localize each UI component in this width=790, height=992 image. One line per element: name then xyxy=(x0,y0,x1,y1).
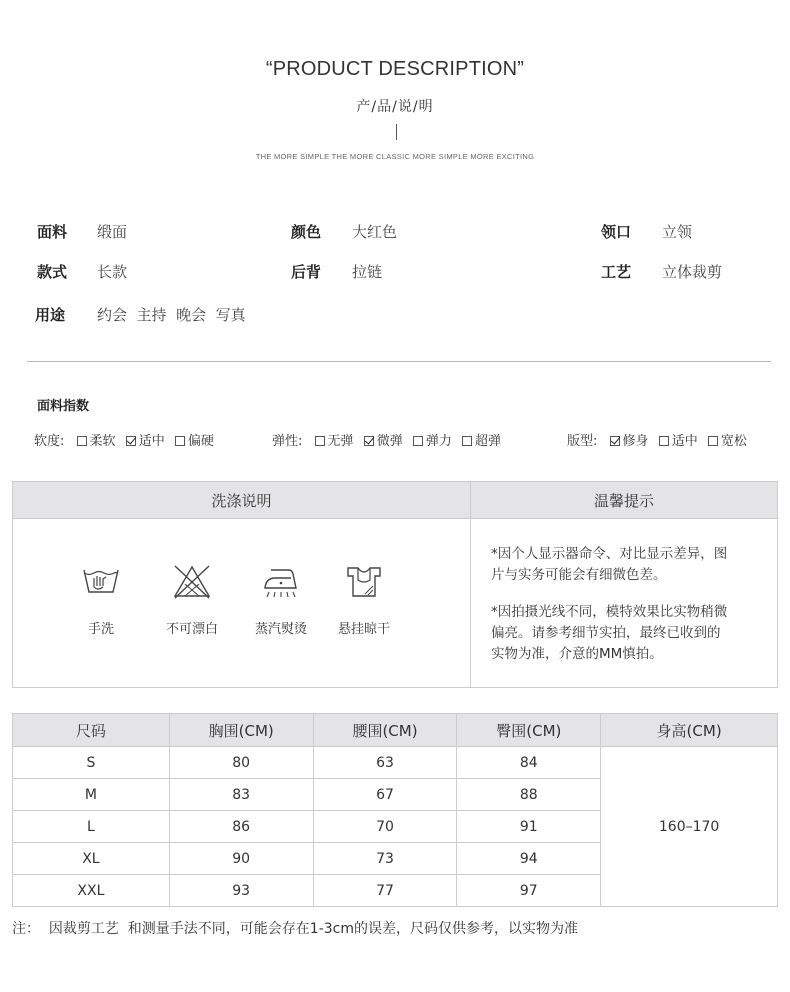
hang-dry-label: 悬挂晾干 xyxy=(337,622,390,637)
waist-cell: 67 xyxy=(313,779,457,811)
checkbox-icon xyxy=(315,436,325,446)
bust-cell: 90 xyxy=(169,843,313,875)
column-header: 尺码 xyxy=(13,714,170,747)
care-column-divider xyxy=(470,482,471,687)
tip-display-difference: *因个人显示器命令、对比显示差异，图 片与实务可能会有细微色差。 xyxy=(491,546,728,583)
usage-key: 用途 xyxy=(35,306,66,324)
wash-header: 洗涤说明 xyxy=(13,482,470,519)
waist-cell: 73 xyxy=(313,843,457,875)
usage-value: 约会 主持 晚会 写真 xyxy=(97,306,246,324)
back-value: 拉链 xyxy=(352,263,383,281)
tips-header: 温馨提示 xyxy=(471,482,777,519)
softness-option: 适中 xyxy=(126,434,165,449)
waist-cell: 77 xyxy=(313,875,457,907)
no-bleach-icon xyxy=(162,564,222,600)
softness-option: 柔软 xyxy=(77,434,116,449)
no-bleach-label: 不可漂白 xyxy=(165,622,218,637)
fabric-index-title: 面料指数 xyxy=(37,399,90,414)
fabric-key: 面料 xyxy=(37,223,68,241)
checked-checkbox-icon xyxy=(126,436,136,446)
column-header: 臀围(CM) xyxy=(457,714,601,747)
craft-key: 工艺 xyxy=(601,263,632,281)
tip-lighting-difference: *因拍摄光线不同，模特效果比实物稍微 偏亮。请参考细节实拍，最终已收到的 实物为准，介意的MM慎拍。 xyxy=(491,604,728,662)
elasticity-row xyxy=(272,430,507,449)
hip-cell: 94 xyxy=(457,843,601,875)
size-cell: M xyxy=(13,779,170,811)
checked-checkbox-icon xyxy=(364,436,374,446)
elasticity-option: 弹力 xyxy=(413,434,452,449)
tagline: THE MORE SIMPLE THE MORE CLASSIC MORE SIMPLE MORE EXCITING xyxy=(255,152,535,161)
color-key: 颜色 xyxy=(291,223,322,241)
hip-cell: 97 xyxy=(457,875,601,907)
fabric-value: 缎面 xyxy=(97,223,128,241)
checkbox-icon xyxy=(708,436,718,446)
size-table xyxy=(12,713,778,907)
fit-option: 宽松 xyxy=(708,434,747,449)
checkbox-icon xyxy=(659,436,669,446)
column-header: 腰围(CM) xyxy=(313,714,457,747)
style-value: 长款 xyxy=(97,263,128,281)
hand-wash-label: 手洗 xyxy=(87,622,114,637)
checkbox-icon xyxy=(413,436,423,446)
collar-value: 立领 xyxy=(662,223,693,241)
steam-iron-icon xyxy=(251,564,311,600)
size-cell: XL xyxy=(13,843,170,875)
hand-wash-icon xyxy=(71,564,131,596)
softness-row xyxy=(34,430,220,449)
size-cell: L xyxy=(13,811,170,843)
softness-option: 偏硬 xyxy=(175,434,214,449)
bust-cell: 80 xyxy=(169,747,313,779)
waist-cell: 70 xyxy=(313,811,457,843)
checked-checkbox-icon xyxy=(610,436,620,446)
column-header: 身高(CM) xyxy=(601,714,778,747)
hang-dry-icon xyxy=(334,564,394,600)
section-divider xyxy=(27,361,771,362)
elasticity-label: 弹性: xyxy=(272,434,303,449)
care-section xyxy=(12,481,778,688)
style-key: 款式 xyxy=(37,263,68,281)
color-value: 大红色 xyxy=(352,223,398,241)
elasticity-option: 超弹 xyxy=(462,434,501,449)
fit-label: 版型: xyxy=(567,434,598,449)
checkbox-icon xyxy=(462,436,472,446)
hip-cell: 84 xyxy=(457,747,601,779)
checkbox-icon xyxy=(175,436,185,446)
steam-iron-label: 蒸汽熨烫 xyxy=(254,622,307,637)
fit-option: 修身 xyxy=(610,434,649,449)
elasticity-option: 无弹 xyxy=(315,434,354,449)
table-row xyxy=(13,747,778,779)
collar-key: 领口 xyxy=(601,223,632,241)
table-header-row xyxy=(13,714,778,747)
page-subtitle: 产/品/说/明 xyxy=(356,99,434,115)
back-key: 后背 xyxy=(291,263,322,281)
craft-value: 立体裁剪 xyxy=(662,263,723,281)
page-title: “PRODUCT DESCRIPTION” xyxy=(265,58,525,80)
fit-option: 适中 xyxy=(659,434,698,449)
waist-cell: 63 xyxy=(313,747,457,779)
elasticity-option: 微弹 xyxy=(364,434,403,449)
bust-cell: 93 xyxy=(169,875,313,907)
size-cell: S xyxy=(13,747,170,779)
title-divider xyxy=(396,124,397,140)
column-header: 胸围(CM) xyxy=(169,714,313,747)
bust-cell: 83 xyxy=(169,779,313,811)
size-cell: XXL xyxy=(13,875,170,907)
hip-cell: 88 xyxy=(457,779,601,811)
hip-cell: 91 xyxy=(457,811,601,843)
measurement-note: 注： 因裁剪工艺 和测量手法不同，可能会存在1-3cm的误差，尺码仅供参考，以实物为准 xyxy=(12,921,578,937)
fit-row xyxy=(567,430,747,449)
bust-cell: 86 xyxy=(169,811,313,843)
softness-label: 软度: xyxy=(34,434,65,449)
height-cell: 160–170 xyxy=(601,747,778,907)
checkbox-icon xyxy=(77,436,87,446)
